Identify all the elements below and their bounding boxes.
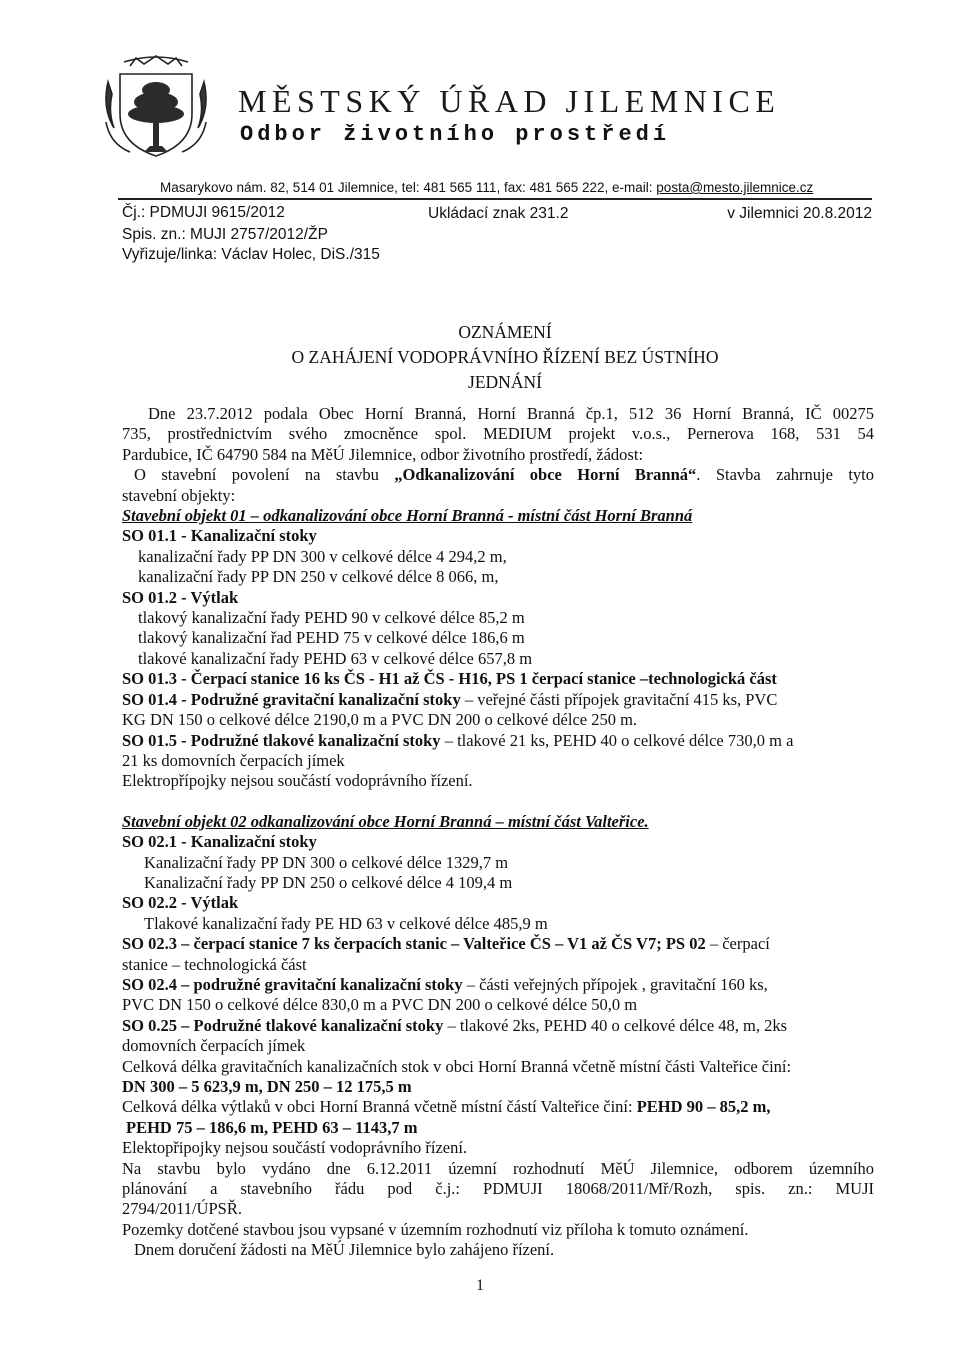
so015-title: SO 01.5 - Podružné tlakové kanalizační stoky (122, 730, 441, 750)
so021-title: SO 02.1 - Kanalizační stoky (122, 832, 317, 852)
proceeding-start-note: Dnem doručení žádosti na MěÚ Jilemnice bylo zahájeno řízení. (134, 1240, 555, 1260)
so015-text: – tlakové 21 ks, PEHD 40 o celkové délce 730,0 m a (440, 730, 794, 750)
office-name: MĚSTSKÝ ÚŘAD JILEMNICE (238, 83, 781, 119)
pressure-total-values: PEHD 75 – 186,6 m, PEHD 63 – 1143,7 m (126, 1117, 418, 1137)
so011-title: SO 01.1 - Kanalizační stoky (122, 526, 317, 546)
so023-title: SO 02.3 – čerpací stanice 7 ks čerpacích stanic – Valteřice ČS – V1 až ČS V7; PS 02 (122, 934, 706, 954)
page-number: 1 (476, 1277, 484, 1294)
spacer (122, 792, 874, 812)
project-name: „Odkanalizování obce Horní Branná“ (394, 465, 697, 485)
so025-text: – tlakové 2ks, PEHD 40 o celkové délce 48, m, 2ks (443, 1015, 788, 1035)
zoning-line: Na stavbu bylo vydáno dne 6.12.2011 územní rozhodnutí MěÚ Jilemnice, odborem územního (122, 1158, 874, 1178)
so014-text: – veřejné části přípojek gravitační 415 ks, PVC (460, 689, 778, 709)
reference-number: Čj.: PDMUJI 9615/2012 (122, 204, 285, 221)
so011-item: kanalizační řady PP DN 250 v celkové délce 8 066, m, (138, 567, 499, 587)
so014-line2: KG DN 150 o celkové délce 2190,0 m a PVC DN 200 o celkové délce 250 m. (122, 710, 638, 730)
address-text: Masarykovo nám. 82, 514 01 Jilemnice, tel: 481 565 111, fax: 481 565 222, e-mail: (160, 180, 657, 195)
notice-body (122, 404, 874, 1261)
so023-line2: stanice – technologická část (122, 954, 307, 974)
zoning-line: plánování a stavebního řádu pod č.j.: PDMUJI 18068/2011/Mř/Rozh, spis. zn.: MUJI (122, 1179, 874, 1199)
office-address (160, 180, 813, 196)
so024-title: SO 02.4 – podružné gravitační kanalizační stoky (122, 974, 463, 994)
pressure-total-text: Celková délka výtlaků v obci Horní Branná včetně místní částí Valteřice činí: (122, 1097, 637, 1117)
intro-line-building-permit (122, 465, 874, 485)
so015-line (122, 731, 874, 751)
storage-mark: Ukládací znak 231.2 (428, 205, 569, 222)
so012-item: tlakový kanalizační řady PEHD 90 v celkové délce 85,2 m (138, 608, 525, 628)
so022-title: SO 02.2 - Výtlak (122, 893, 239, 913)
intro-text: . Stavba zahrnuje tyto (696, 465, 874, 485)
object1-heading: Stavební objekt 01 – odkanalizování obce Horní Branná - místní část Horní Branná (122, 506, 693, 526)
so021-item: Kanalizační řady PP DN 250 o celkové délce 4 109,4 m (144, 872, 513, 892)
electric-note: Elektopřipojky nejsou součástí vodoprávního řízení. (122, 1138, 468, 1158)
so015-line2: 21 ks domovních čerpacích jímek (122, 750, 345, 770)
header-divider (118, 198, 872, 200)
so025-line (122, 1016, 874, 1036)
so024-line2: PVC DN 150 o celkové délce 830,0 m a PVC DN 200 o celkové délce 50,0 m (122, 995, 638, 1015)
notice-title-line2: O ZAHÁJENÍ VODOPRÁVNÍHO ŘÍZENÍ BEZ ÚSTNÍHO (291, 347, 719, 367)
gravity-total-line: Celková délka gravitačních kanalizačních stok v obci Horní Branná včetně místní části Valteřice činí: (122, 1056, 792, 1076)
so023-line (122, 934, 874, 954)
email-link[interactable]: posta@mesto.jilemnice.cz (656, 180, 814, 195)
intro-line: 735, prostřednictvím svého zmocněnce spol. MEDIUM projekt v.o.s., Pernerova 168, 531 54 (122, 424, 874, 444)
so025-title: SO 0.25 – Podružné tlakové kanalizační stoky (122, 1015, 444, 1035)
so022-item: Tlakové kanalizační řady PE HD 63 v celkové délce 485,9 m (144, 913, 548, 933)
handled-by: Vyřizuje/linka: Václav Holec, DiS./315 (122, 246, 380, 263)
place-date: v Jilemnici 20.8.2012 (727, 205, 872, 222)
intro-line: Pardubice, IČ 64790 584 na MěÚ Jilemnice, odbor životního prostředí, žádost: (122, 444, 644, 464)
intro-line: stavební objekty: (122, 485, 236, 505)
so014-title: SO 01.4 - Podružné gravitační kanalizační stoky (122, 689, 461, 709)
so012-item: tlakový kanalizační řad PEHD 75 v celkové délce 186,6 m (138, 628, 525, 648)
department-name: Odbor životního prostředí (240, 122, 671, 147)
so012-title: SO 01.2 - Výtlak (122, 587, 239, 607)
so024-text: – části veřejných přípojek , gravitační 160 ks, (462, 974, 768, 994)
intro-line: Dne 23.7.2012 podala Obec Horní Branná, Horní Branná čp.1, 512 36 Horní Branná, IČ 00275 (148, 404, 874, 423)
notice-title-line1: OZNÁMENÍ (458, 322, 552, 342)
so011-item: kanalizační řady PP DN 300 v celkové délce 4 294,2 m, (138, 546, 507, 566)
parcels-note: Pozemky dotčené stavbou jsou vypsané v územním rozhodnutí viz příloha k tomuto oznámení. (122, 1219, 749, 1239)
so023-text: – čerpací (705, 934, 770, 954)
zoning-line: 2794/2011/ÚPSŘ. (122, 1199, 242, 1219)
so012-item: tlakové kanalizační řady PEHD 63 v celkové délce 657,8 m (138, 648, 533, 668)
so021-item: Kanalizační řady PP DN 300 o celkové délce 1329,7 m (144, 852, 509, 872)
so013-line: SO 01.3 - Čerpací stanice 16 ks ČS - H1 až ČS - H16, PS 1 čerpací stanice –technologická část (122, 669, 777, 689)
pressure-total-value: PEHD 90 – 85,2 m, (636, 1097, 771, 1117)
pressure-total-line (122, 1097, 874, 1117)
electric-note: Elektropřípojky nejsou součástí vodoprávního řízení. (122, 771, 473, 791)
file-number: Spis. zn.: MUJI 2757/2012/ŽP (122, 226, 328, 243)
object2-heading: Stavební objekt 02 odkanalizování obce Horní Branná – místní část Valteřice. (122, 811, 649, 831)
so025-line2: domovních čerpacích jímek (122, 1036, 306, 1056)
gravity-total-values: DN 300 – 5 623,9 m, DN 250 – 12 175,5 m (122, 1077, 412, 1096)
notice-title-line3: JEDNÁNÍ (468, 372, 542, 392)
so014-line (122, 690, 874, 710)
city-seal-logo (100, 52, 212, 164)
intro-text: O stavební povolení na stavbu (134, 465, 395, 485)
so024-line (122, 975, 874, 995)
